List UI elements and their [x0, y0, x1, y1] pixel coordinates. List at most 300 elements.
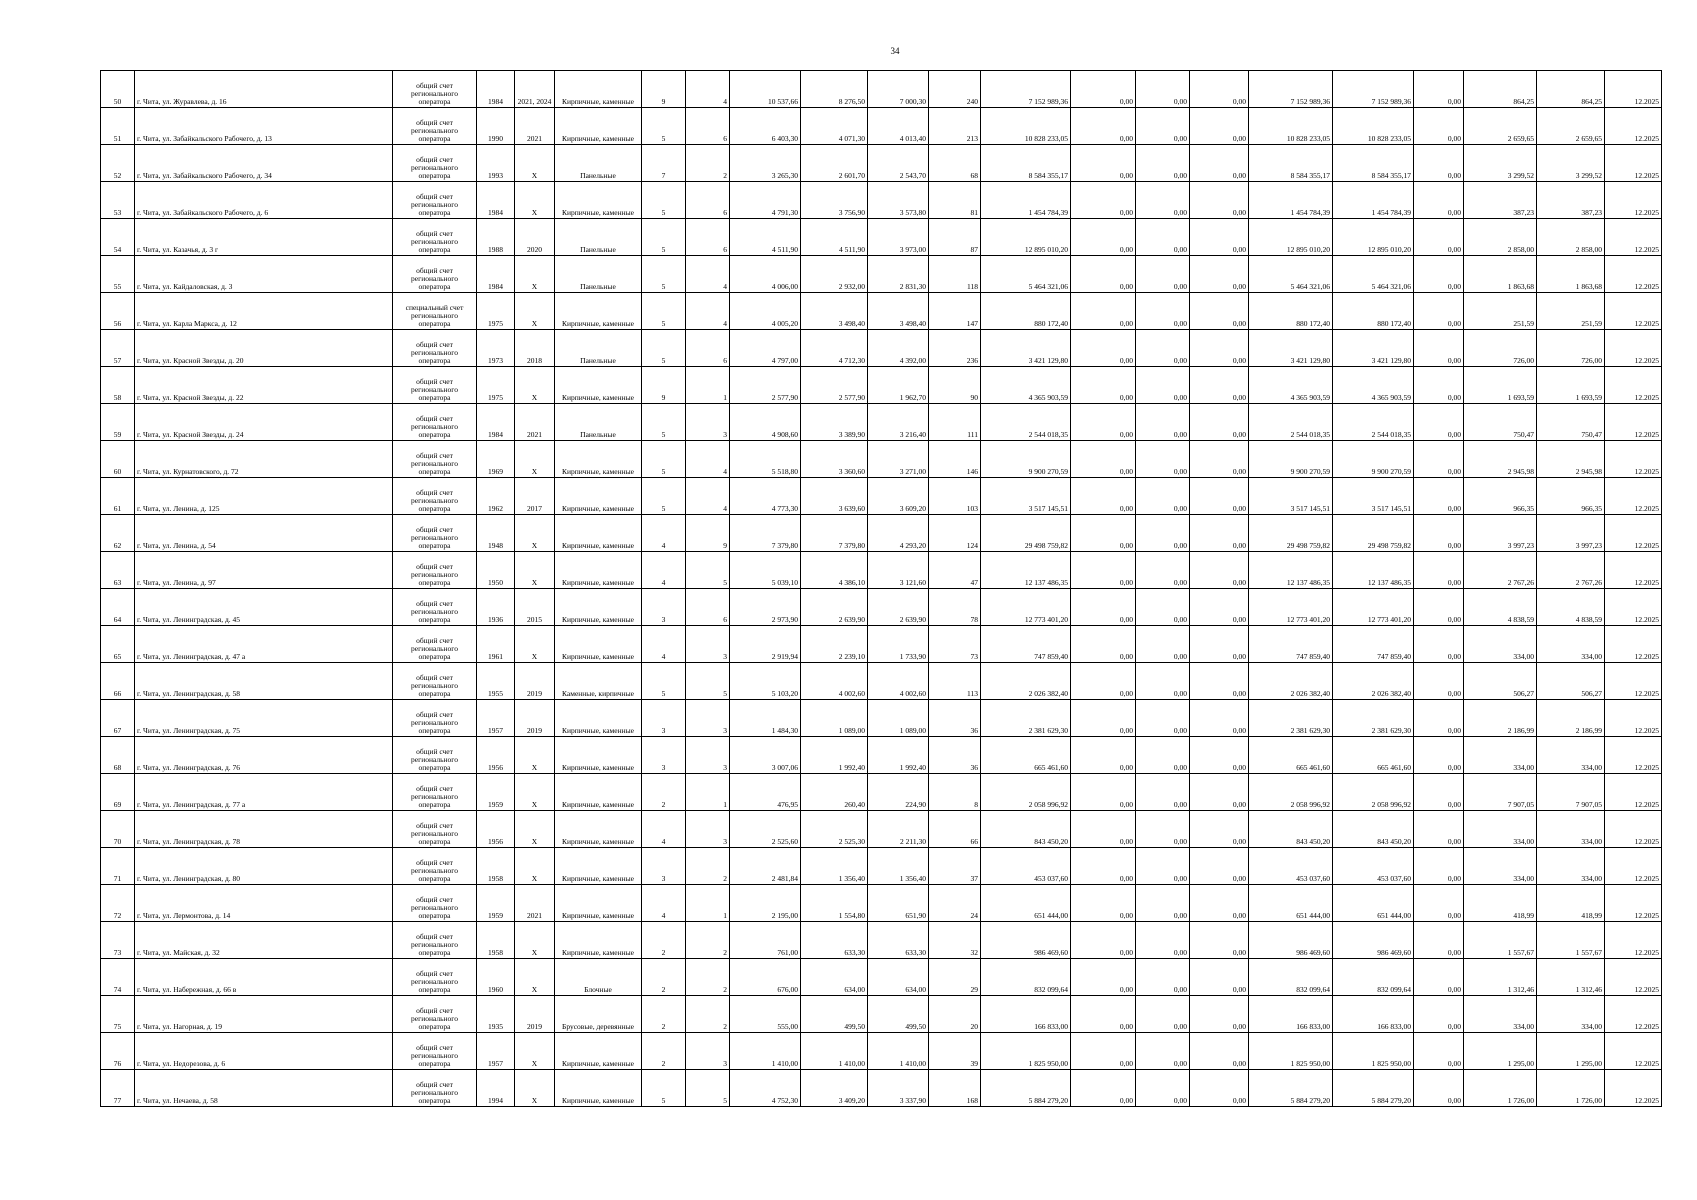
cell-floors: 5 [642, 1070, 686, 1107]
cell-cost-federal: 0,00 [1071, 404, 1136, 441]
cell-unit-cost: 7 907,05 [1464, 774, 1537, 811]
cell-residents: 236 [929, 330, 981, 367]
cell-cost-owners: 5 464 321,06 [1249, 256, 1333, 293]
cell-cost-regional: 0,00 [1136, 1033, 1190, 1070]
cell-total-cost: 5 884 279,20 [981, 1070, 1071, 1107]
cell-unit-cost: 2 858,00 [1464, 219, 1537, 256]
cell-unit-cost: 334,00 [1464, 848, 1537, 885]
cell-residential-area: 3 121,60 [868, 552, 929, 589]
cell-cost-fund: 5 464 321,06 [1333, 256, 1414, 293]
cell-total-area: 4 511,90 [730, 219, 801, 256]
cell-residents: 29 [929, 959, 981, 996]
cell-address: г. Чита, ул. Набережная, д. 66 в [135, 959, 393, 996]
cell-living-area: 1 356,40 [801, 848, 868, 885]
cell-unit-cost: 334,00 [1464, 626, 1537, 663]
cell-cost-other: 0,00 [1414, 996, 1464, 1033]
cell-completion-date: 12.2025 [1605, 700, 1662, 737]
table-row [101, 182, 1662, 219]
table-row [101, 478, 1662, 515]
cell-floors: 4 [642, 515, 686, 552]
cell-total-area: 2 919,94 [730, 626, 801, 663]
cell-row-number: 61 [101, 478, 135, 515]
cell-repair-year: X [515, 774, 555, 811]
cell-residential-area: 3 498,40 [868, 293, 929, 330]
cell-repair-year: 2019 [515, 700, 555, 737]
cell-cost-regional: 0,00 [1136, 959, 1190, 996]
cell-wall-material: Кирпичные, каменные [555, 441, 642, 478]
cell-total-cost: 2 026 382,40 [981, 663, 1071, 700]
cell-build-year: 1973 [477, 330, 515, 367]
cell-cost-owners: 665 461,60 [1249, 737, 1333, 774]
cell-cost-other: 0,00 [1414, 515, 1464, 552]
cell-max-unit-cost: 1 693,59 [1537, 367, 1605, 404]
cell-total-cost: 12 895 010,20 [981, 219, 1071, 256]
cell-cost-federal: 0,00 [1071, 959, 1136, 996]
cell-cost-fund: 10 828 233,05 [1333, 108, 1414, 145]
cell-cost-federal: 0,00 [1071, 996, 1136, 1033]
cell-entrances: 6 [686, 589, 730, 626]
cell-entrances: 3 [686, 404, 730, 441]
cell-max-unit-cost: 1 312,46 [1537, 959, 1605, 996]
cell-account-type: общий счет регионального оператора [393, 71, 477, 108]
cell-entrances: 3 [686, 626, 730, 663]
cell-living-area: 634,00 [801, 959, 868, 996]
cell-total-area: 4 908,60 [730, 404, 801, 441]
cell-residents: 147 [929, 293, 981, 330]
cell-cost-owners: 5 884 279,20 [1249, 1070, 1333, 1107]
cell-cost-fund: 12 137 486,35 [1333, 552, 1414, 589]
cell-residents: 90 [929, 367, 981, 404]
cell-floors: 7 [642, 145, 686, 182]
cell-cost-federal: 0,00 [1071, 71, 1136, 108]
cell-total-cost: 12 137 486,35 [981, 552, 1071, 589]
cell-cost-other: 0,00 [1414, 293, 1464, 330]
cell-cost-regional: 0,00 [1136, 108, 1190, 145]
cell-max-unit-cost: 334,00 [1537, 626, 1605, 663]
cell-unit-cost: 1 863,68 [1464, 256, 1537, 293]
cell-repair-year: X [515, 737, 555, 774]
cell-entrances: 1 [686, 774, 730, 811]
cell-residents: 24 [929, 885, 981, 922]
cell-entrances: 3 [686, 737, 730, 774]
cell-max-unit-cost: 2 186,99 [1537, 700, 1605, 737]
cell-repair-year: X [515, 367, 555, 404]
cell-cost-fund: 7 152 989,36 [1333, 71, 1414, 108]
cell-living-area: 1 554,80 [801, 885, 868, 922]
cell-cost-fund: 8 584 355,17 [1333, 145, 1414, 182]
cell-max-unit-cost: 251,59 [1537, 293, 1605, 330]
cell-floors: 3 [642, 589, 686, 626]
cell-cost-municipal: 0,00 [1190, 478, 1249, 515]
cell-floors: 2 [642, 1033, 686, 1070]
cell-floors: 5 [642, 404, 686, 441]
table-row [101, 404, 1662, 441]
cell-residential-area: 3 216,40 [868, 404, 929, 441]
cell-residents: 213 [929, 108, 981, 145]
cell-living-area: 2 525,30 [801, 811, 868, 848]
cell-cost-fund: 3 517 145,51 [1333, 478, 1414, 515]
cell-cost-municipal: 0,00 [1190, 552, 1249, 589]
cell-cost-fund: 12 895 010,20 [1333, 219, 1414, 256]
cell-cost-federal: 0,00 [1071, 1070, 1136, 1107]
cell-completion-date: 12.2025 [1605, 1033, 1662, 1070]
table-row [101, 885, 1662, 922]
table-row [101, 256, 1662, 293]
cell-cost-owners: 2 381 629,30 [1249, 700, 1333, 737]
cell-address: г. Чита, ул. Курнатовского, д. 72 [135, 441, 393, 478]
cell-total-cost: 3 421 129,80 [981, 330, 1071, 367]
cell-cost-owners: 29 498 759,82 [1249, 515, 1333, 552]
cell-total-area: 2 481,84 [730, 848, 801, 885]
cell-repair-year: X [515, 811, 555, 848]
cell-cost-regional: 0,00 [1136, 885, 1190, 922]
cell-cost-other: 0,00 [1414, 552, 1464, 589]
cell-cost-federal: 0,00 [1071, 330, 1136, 367]
cell-total-area: 476,95 [730, 774, 801, 811]
cell-max-unit-cost: 1 295,00 [1537, 1033, 1605, 1070]
cell-entrances: 6 [686, 219, 730, 256]
cell-build-year: 1984 [477, 71, 515, 108]
cell-completion-date: 12.2025 [1605, 330, 1662, 367]
cell-cost-regional: 0,00 [1136, 182, 1190, 219]
cell-completion-date: 12.2025 [1605, 811, 1662, 848]
cell-total-cost: 7 152 989,36 [981, 71, 1071, 108]
cell-wall-material: Кирпичные, каменные [555, 885, 642, 922]
page-number: 34 [890, 46, 900, 56]
cell-entrances: 9 [686, 515, 730, 552]
cell-cost-fund: 651 444,00 [1333, 885, 1414, 922]
cell-total-cost: 2 381 629,30 [981, 700, 1071, 737]
cell-address: г. Чита, ул. Ленинградская, д. 78 [135, 811, 393, 848]
cell-total-cost: 832 099,64 [981, 959, 1071, 996]
cell-cost-fund: 880 172,40 [1333, 293, 1414, 330]
cell-build-year: 1988 [477, 219, 515, 256]
cell-row-number: 56 [101, 293, 135, 330]
cell-completion-date: 12.2025 [1605, 404, 1662, 441]
cell-total-cost: 986 469,60 [981, 922, 1071, 959]
cell-residential-area: 1 962,70 [868, 367, 929, 404]
cell-address: г. Чита, ул. Ленинградская, д. 77 а [135, 774, 393, 811]
cell-account-type: специальный счет регионального оператора [393, 293, 477, 330]
cell-residents: 32 [929, 922, 981, 959]
cell-residential-area: 3 271,00 [868, 441, 929, 478]
cell-floors: 3 [642, 848, 686, 885]
cell-cost-other: 0,00 [1414, 700, 1464, 737]
cell-total-area: 5 103,20 [730, 663, 801, 700]
cell-cost-federal: 0,00 [1071, 737, 1136, 774]
cell-cost-federal: 0,00 [1071, 182, 1136, 219]
cell-max-unit-cost: 418,99 [1537, 885, 1605, 922]
cell-residential-area: 7 000,30 [868, 71, 929, 108]
cell-cost-fund: 29 498 759,82 [1333, 515, 1414, 552]
cell-cost-owners: 9 900 270,59 [1249, 441, 1333, 478]
cell-residents: 68 [929, 145, 981, 182]
cell-total-cost: 8 584 355,17 [981, 145, 1071, 182]
cell-total-area: 1 410,00 [730, 1033, 801, 1070]
cell-entrances: 4 [686, 293, 730, 330]
table-row [101, 293, 1662, 330]
cell-address: г. Чита, ул. Ленинградская, д. 47 а [135, 626, 393, 663]
cell-living-area: 3 498,40 [801, 293, 868, 330]
cell-total-area: 2 195,00 [730, 885, 801, 922]
cell-floors: 2 [642, 922, 686, 959]
cell-row-number: 59 [101, 404, 135, 441]
table-row [101, 959, 1662, 996]
table-row [101, 626, 1662, 663]
cell-account-type: общий счет регионального оператора [393, 552, 477, 589]
cell-wall-material: Панельные [555, 404, 642, 441]
table-row [101, 108, 1662, 145]
cell-cost-other: 0,00 [1414, 478, 1464, 515]
cell-unit-cost: 864,25 [1464, 71, 1537, 108]
cell-living-area: 3 389,90 [801, 404, 868, 441]
cell-account-type: общий счет регионального оператора [393, 330, 477, 367]
cell-residents: 87 [929, 219, 981, 256]
cell-total-cost: 665 461,60 [981, 737, 1071, 774]
cell-repair-year: X [515, 293, 555, 330]
cell-cost-regional: 0,00 [1136, 552, 1190, 589]
cell-living-area: 1 089,00 [801, 700, 868, 737]
cell-total-area: 2 577,90 [730, 367, 801, 404]
cell-account-type: общий счет регионального оператора [393, 145, 477, 182]
cell-row-number: 63 [101, 552, 135, 589]
cell-cost-other: 0,00 [1414, 367, 1464, 404]
cell-residential-area: 2 211,30 [868, 811, 929, 848]
cell-unit-cost: 4 838,59 [1464, 589, 1537, 626]
cell-floors: 3 [642, 700, 686, 737]
cell-cost-regional: 0,00 [1136, 811, 1190, 848]
cell-cost-regional: 0,00 [1136, 922, 1190, 959]
cell-total-area: 4 773,30 [730, 478, 801, 515]
cell-residents: 47 [929, 552, 981, 589]
cell-cost-regional: 0,00 [1136, 404, 1190, 441]
cell-cost-other: 0,00 [1414, 589, 1464, 626]
cell-address: г. Чита, ул. Красной Звезды, д. 20 [135, 330, 393, 367]
cell-cost-regional: 0,00 [1136, 293, 1190, 330]
cell-repair-year: 2020 [515, 219, 555, 256]
cell-cost-owners: 2 026 382,40 [1249, 663, 1333, 700]
cell-max-unit-cost: 750,47 [1537, 404, 1605, 441]
cell-wall-material: Панельные [555, 145, 642, 182]
cell-cost-owners: 1 825 950,00 [1249, 1033, 1333, 1070]
cell-cost-regional: 0,00 [1136, 774, 1190, 811]
cell-max-unit-cost: 334,00 [1537, 848, 1605, 885]
cell-completion-date: 12.2025 [1605, 182, 1662, 219]
cell-cost-other: 0,00 [1414, 848, 1464, 885]
cell-max-unit-cost: 864,25 [1537, 71, 1605, 108]
cell-cost-owners: 1 454 784,39 [1249, 182, 1333, 219]
cell-build-year: 1994 [477, 1070, 515, 1107]
cell-repair-year: X [515, 959, 555, 996]
cell-max-unit-cost: 387,23 [1537, 182, 1605, 219]
cell-total-cost: 453 037,60 [981, 848, 1071, 885]
cell-total-area: 3 265,30 [730, 145, 801, 182]
cell-residential-area: 1 410,00 [868, 1033, 929, 1070]
cell-address: г. Чита, ул. Ленинградская, д. 75 [135, 700, 393, 737]
cell-cost-fund: 832 099,64 [1333, 959, 1414, 996]
cell-cost-municipal: 0,00 [1190, 515, 1249, 552]
cell-cost-owners: 453 037,60 [1249, 848, 1333, 885]
cell-cost-other: 0,00 [1414, 811, 1464, 848]
cell-account-type: общий счет регионального оператора [393, 885, 477, 922]
cell-living-area: 4 511,90 [801, 219, 868, 256]
cell-wall-material: Кирпичные, каменные [555, 108, 642, 145]
cell-account-type: общий счет регионального оператора [393, 959, 477, 996]
cell-max-unit-cost: 726,00 [1537, 330, 1605, 367]
cell-account-type: общий счет регионального оператора [393, 478, 477, 515]
cell-total-area: 676,00 [730, 959, 801, 996]
cell-completion-date: 12.2025 [1605, 367, 1662, 404]
cell-row-number: 50 [101, 71, 135, 108]
cell-cost-municipal: 0,00 [1190, 367, 1249, 404]
cell-cost-federal: 0,00 [1071, 663, 1136, 700]
cell-cost-fund: 1 454 784,39 [1333, 182, 1414, 219]
cell-unit-cost: 2 945,98 [1464, 441, 1537, 478]
cell-cost-owners: 12 895 010,20 [1249, 219, 1333, 256]
cell-cost-federal: 0,00 [1071, 552, 1136, 589]
cell-address: г. Чита, ул. Казачья, д. 3 г [135, 219, 393, 256]
cell-wall-material: Кирпичные, каменные [555, 1070, 642, 1107]
cell-residents: 113 [929, 663, 981, 700]
cell-repair-year: 2017 [515, 478, 555, 515]
cell-max-unit-cost: 3 997,23 [1537, 515, 1605, 552]
cell-cost-federal: 0,00 [1071, 367, 1136, 404]
cell-cost-owners: 8 584 355,17 [1249, 145, 1333, 182]
cell-cost-regional: 0,00 [1136, 737, 1190, 774]
cell-cost-other: 0,00 [1414, 256, 1464, 293]
cell-floors: 5 [642, 441, 686, 478]
cell-cost-fund: 166 833,00 [1333, 996, 1414, 1033]
cell-max-unit-cost: 2 767,26 [1537, 552, 1605, 589]
cell-cost-federal: 0,00 [1071, 626, 1136, 663]
cell-unit-cost: 3 299,52 [1464, 145, 1537, 182]
cell-entrances: 1 [686, 885, 730, 922]
cell-cost-other: 0,00 [1414, 922, 1464, 959]
cell-entrances: 6 [686, 182, 730, 219]
cell-unit-cost: 3 997,23 [1464, 515, 1537, 552]
cell-repair-year: X [515, 182, 555, 219]
cell-unit-cost: 966,35 [1464, 478, 1537, 515]
cell-unit-cost: 750,47 [1464, 404, 1537, 441]
cell-wall-material: Кирпичные, каменные [555, 71, 642, 108]
cell-cost-regional: 0,00 [1136, 848, 1190, 885]
cell-residents: 20 [929, 996, 981, 1033]
cell-total-area: 4 005,20 [730, 293, 801, 330]
cell-cost-owners: 2 544 018,35 [1249, 404, 1333, 441]
cell-unit-cost: 251,59 [1464, 293, 1537, 330]
cell-row-number: 53 [101, 182, 135, 219]
cell-completion-date: 12.2025 [1605, 293, 1662, 330]
cell-address: г. Чита, ул. Ленинградская, д. 58 [135, 663, 393, 700]
cell-cost-owners: 3 421 129,80 [1249, 330, 1333, 367]
cell-cost-other: 0,00 [1414, 71, 1464, 108]
cell-cost-federal: 0,00 [1071, 108, 1136, 145]
cell-build-year: 1984 [477, 404, 515, 441]
cell-living-area: 2 601,70 [801, 145, 868, 182]
cell-wall-material: Кирпичные, каменные [555, 552, 642, 589]
cell-wall-material: Кирпичные, каменные [555, 774, 642, 811]
cell-wall-material: Кирпичные, каменные [555, 1033, 642, 1070]
cell-residential-area: 4 002,60 [868, 663, 929, 700]
cell-floors: 4 [642, 811, 686, 848]
cell-cost-federal: 0,00 [1071, 1033, 1136, 1070]
cell-cost-municipal: 0,00 [1190, 330, 1249, 367]
cell-cost-federal: 0,00 [1071, 885, 1136, 922]
table-row [101, 700, 1662, 737]
table-row [101, 1033, 1662, 1070]
cell-entrances: 2 [686, 922, 730, 959]
cell-total-area: 555,00 [730, 996, 801, 1033]
cell-completion-date: 12.2025 [1605, 589, 1662, 626]
cell-cost-municipal: 0,00 [1190, 1033, 1249, 1070]
cell-cost-fund: 2 026 382,40 [1333, 663, 1414, 700]
cell-max-unit-cost: 966,35 [1537, 478, 1605, 515]
cell-total-cost: 651 444,00 [981, 885, 1071, 922]
table-row [101, 71, 1662, 108]
cell-unit-cost: 2 186,99 [1464, 700, 1537, 737]
cell-wall-material: Кирпичные, каменные [555, 737, 642, 774]
cell-account-type: общий счет регионального оператора [393, 700, 477, 737]
cell-address: г. Чита, ул. Лермонтова, д. 14 [135, 885, 393, 922]
cell-wall-material: Панельные [555, 330, 642, 367]
cell-row-number: 77 [101, 1070, 135, 1107]
cell-entrances: 3 [686, 700, 730, 737]
cell-wall-material: Кирпичные, каменные [555, 182, 642, 219]
cell-total-cost: 10 828 233,05 [981, 108, 1071, 145]
cell-living-area: 4 386,10 [801, 552, 868, 589]
cell-unit-cost: 1 726,00 [1464, 1070, 1537, 1107]
cell-living-area: 3 360,60 [801, 441, 868, 478]
cell-unit-cost: 418,99 [1464, 885, 1537, 922]
cell-cost-owners: 12 137 486,35 [1249, 552, 1333, 589]
table-row [101, 552, 1662, 589]
cell-total-cost: 1 454 784,39 [981, 182, 1071, 219]
cell-entrances: 1 [686, 367, 730, 404]
cell-wall-material: Панельные [555, 256, 642, 293]
cell-repair-year: 2019 [515, 996, 555, 1033]
cell-floors: 5 [642, 478, 686, 515]
cell-account-type: общий счет регионального оператора [393, 256, 477, 293]
cell-row-number: 69 [101, 774, 135, 811]
cell-wall-material: Кирпичные, каменные [555, 848, 642, 885]
cell-row-number: 71 [101, 848, 135, 885]
cell-build-year: 1959 [477, 774, 515, 811]
cell-completion-date: 12.2025 [1605, 145, 1662, 182]
cell-cost-municipal: 0,00 [1190, 996, 1249, 1033]
cell-floors: 3 [642, 737, 686, 774]
cell-entrances: 2 [686, 145, 730, 182]
cell-address: г. Чита, ул. Красной Звезды, д. 22 [135, 367, 393, 404]
cell-cost-municipal: 0,00 [1190, 737, 1249, 774]
table-row [101, 663, 1662, 700]
cell-completion-date: 12.2025 [1605, 885, 1662, 922]
cell-residential-area: 1 356,40 [868, 848, 929, 885]
cell-repair-year: X [515, 552, 555, 589]
table-row [101, 441, 1662, 478]
cell-build-year: 1957 [477, 700, 515, 737]
cell-max-unit-cost: 2 659,65 [1537, 108, 1605, 145]
cell-residents: 124 [929, 515, 981, 552]
cell-row-number: 76 [101, 1033, 135, 1070]
cell-build-year: 1984 [477, 182, 515, 219]
cell-living-area: 2 639,90 [801, 589, 868, 626]
cell-residents: 36 [929, 737, 981, 774]
cell-cost-other: 0,00 [1414, 182, 1464, 219]
cell-living-area: 4 071,30 [801, 108, 868, 145]
table-row [101, 219, 1662, 256]
cell-cost-regional: 0,00 [1136, 145, 1190, 182]
cell-row-number: 58 [101, 367, 135, 404]
